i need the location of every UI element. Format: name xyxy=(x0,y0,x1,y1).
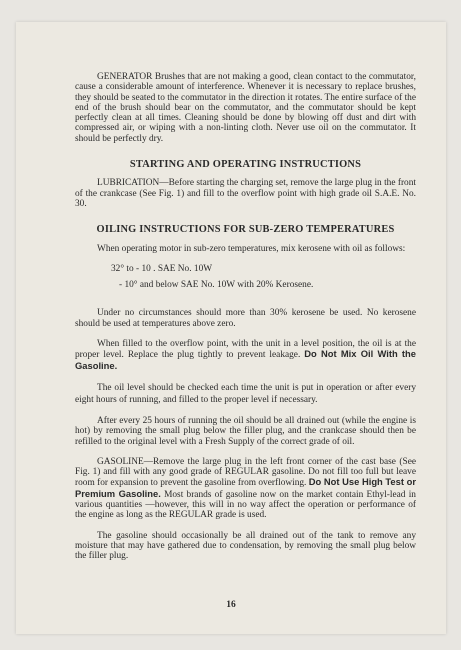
gasoline-text-1: GASOLINE—Remove the large plug in the left front corner of the cast base (See Fig. 1) and fill with any good grade of REGULAR gasoline. Do not fill too full but leave room for expansion to prevent the gasoline from overflowing. xyxy=(75,456,416,489)
gasoline-warning: Do Not Use High Test or Premium Gasoline. xyxy=(75,476,416,499)
page-content xyxy=(75,72,416,562)
drain-gasoline-paragraph: The gasoline should occasionally be all drained out of the tank to remove any moisture that may have gathered due to condensation, by removing the small plug below the filler plug. xyxy=(75,530,416,562)
gasoline-text-2: Most brands of gasoline now on the market contain Ethyl-lead in various quantities —however, this will in no way affect the operation or performance of the engine as long as the REGULAR grade is used. xyxy=(75,489,416,521)
filled-paragraph xyxy=(75,339,416,372)
lubrication-paragraph: LUBRICATION—Before starting the charging set, remove the large plug in the front of the crankcase (See Fig. 1) and fill to the overflow point with high grade oil S.A.E. No. 30. xyxy=(75,178,416,209)
oil-mix-line-2: - 10° and below SAE No. 10W with 20% Kerosene. xyxy=(119,280,314,291)
gasoline-paragraph xyxy=(75,457,416,521)
starting-heading: STARTING AND OPERATING INSTRUCTIONS xyxy=(129,159,362,171)
drain-oil-paragraph: After every 25 hours of running the oil should be all drained out (while the engine is hot) by removing the small plug below the filler plug, and the crankcase should then be refilled to the original level with a Fresh Supply of the correct grade of oil. xyxy=(75,415,416,447)
oil-check-paragraph: The oil level should be checked each time the unit is put in operation or after every eight hours of running, and filled to the proper level if necessary. xyxy=(75,382,416,405)
no-mix-warning: Do Not Mix Oil With the Gasoline. xyxy=(75,348,416,371)
oiling-heading: OILING INSTRUCTIONS FOR SUB-ZERO TEMPERATURES xyxy=(96,224,395,236)
generator-paragraph: GENERATOR Brushes that are not making a good, clean contact to the commutator, cause a considerable amount of interference. Whenever it is necessary to replace brushes, they should be seated to the commutator in the direction it rotates. The entire surface of the end of the brush should bear on the commutator, and the commutator should be kept perfectly clean at all times. Cleaning should be done by blowing off dust and dirt with compressed air, or wiping with a non-linting cloth. Never use oil on the commutator. It should be perfectly dry. xyxy=(75,72,416,144)
kerosene-limit-paragraph: Under no circumstances should more than 30% kerosene be used. No kerosene should be used at temperatures above zero. xyxy=(75,308,416,329)
sub-zero-intro-paragraph: When operating motor in sub-zero temperatures, mix kerosene with oil as follows: xyxy=(97,243,406,254)
document-page xyxy=(16,22,446,634)
page-number: 16 xyxy=(226,600,236,610)
oil-mix-line-1: 32° to - 10 . SAE No. 10W xyxy=(111,263,213,274)
filled-text: When filled to the overflow point, with the unit in a level position, the oil is at the proper level. Replace the plug tightly to prevent leakage. xyxy=(75,339,416,361)
